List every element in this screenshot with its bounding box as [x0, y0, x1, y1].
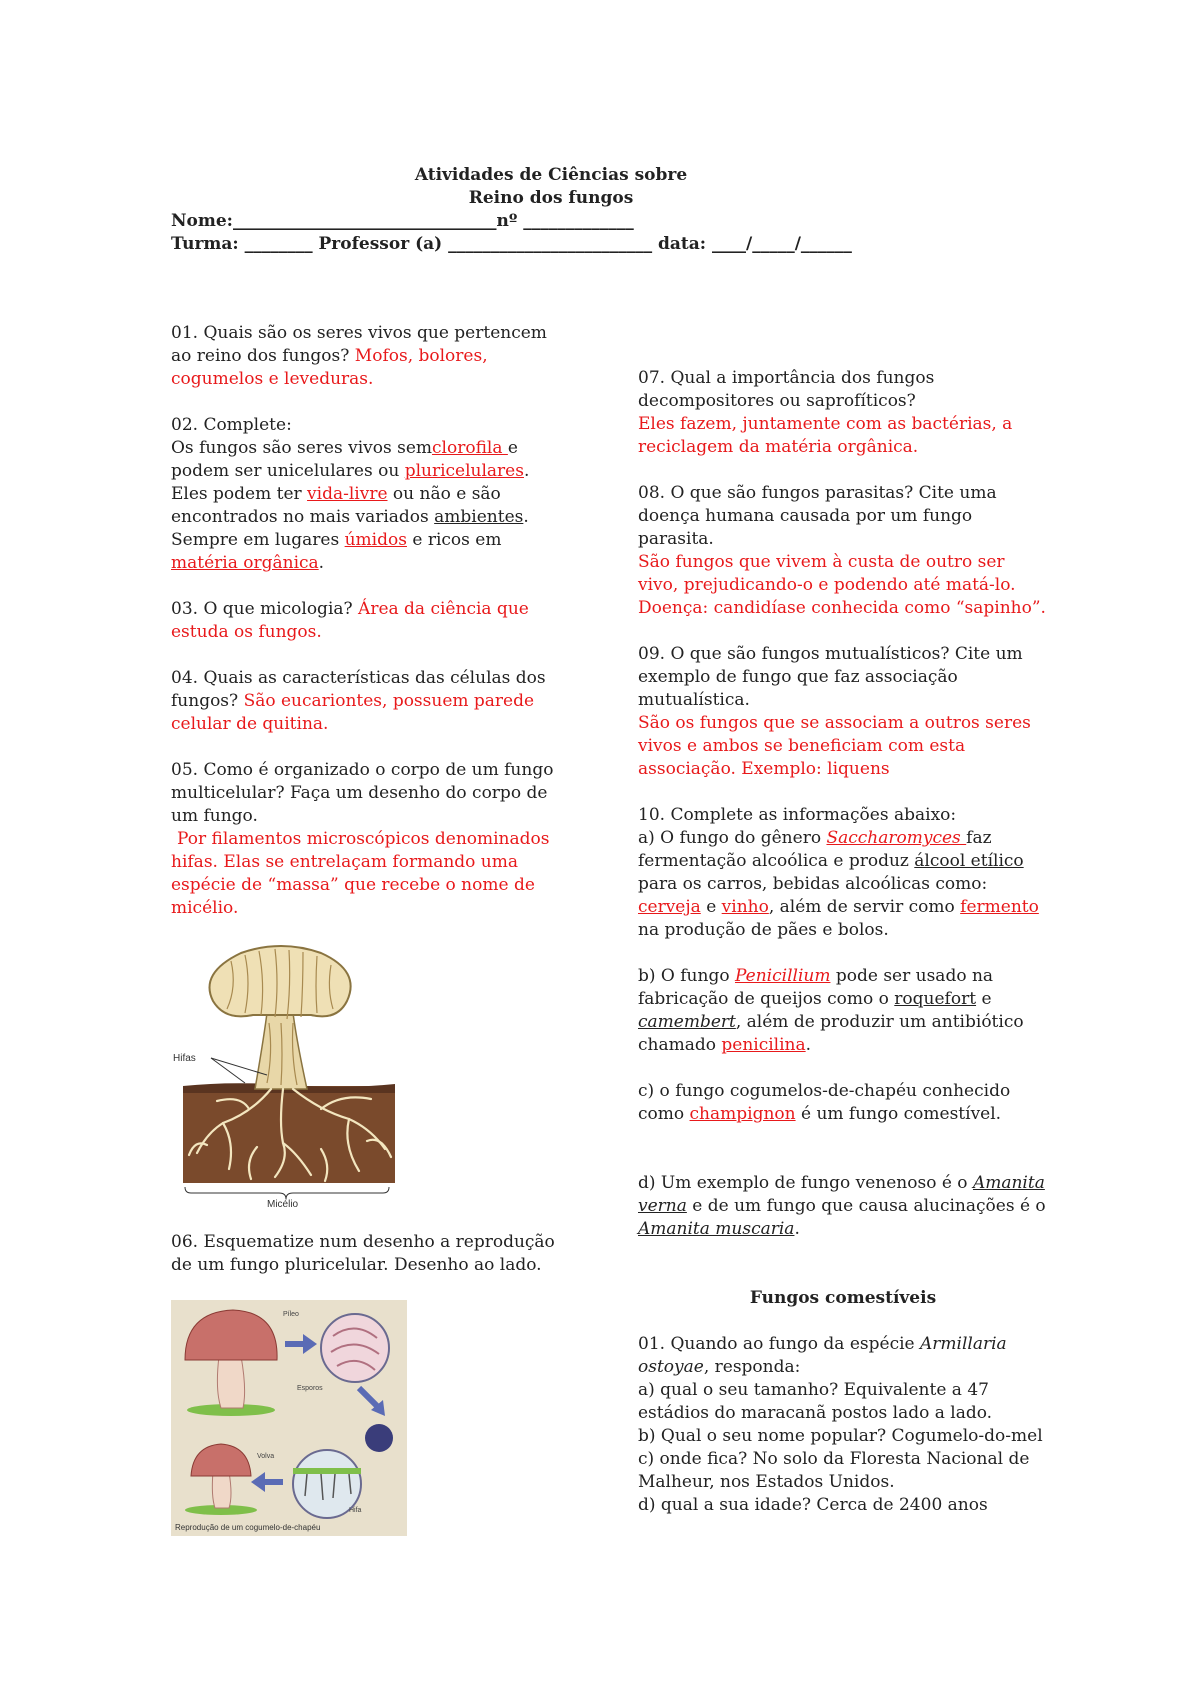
blank-answer: matéria orgânica: [171, 553, 319, 573]
question-02: [171, 414, 571, 575]
blank-answer: Amanita muscaria: [638, 1219, 795, 1239]
blank-answer: penicilina: [721, 1035, 806, 1055]
answer-text: Por filamentos microscópicos denominados hifas. Elas se entrelaçam formando uma espécie de “massa” que recebe o nome de micélio.: [171, 829, 550, 918]
blank-answer: álcool etílico: [914, 851, 1024, 871]
question-06: [171, 1231, 571, 1277]
question-04: [171, 667, 571, 736]
answer-text: São os fungos que se associam a outros seres vivos e ambos se beneficiam com esta associação. Exemplo: liquens: [638, 713, 1031, 779]
question-text: 05. Como é organizado o corpo de um fungo multicelular? Faça um desenho do corpo de um fungo.: [171, 760, 554, 826]
label-esporos: Esporos: [297, 1385, 323, 1392]
spore: [365, 1424, 393, 1452]
question-text: b) O fungo: [638, 966, 730, 986]
left-column: [171, 322, 571, 1559]
answer-text: Eles fazem, juntamente com as bactérias, a reciclagem da matéria orgânica.: [638, 414, 1013, 457]
soil-line: [293, 1468, 361, 1474]
edible-item-d: d) qual a sua idade? Cerca de 2400 anos: [638, 1495, 988, 1515]
question-text: é um fungo comestível.: [801, 1104, 1002, 1124]
item-10a: [638, 827, 1048, 942]
question-text: 02. Complete:: [171, 415, 292, 435]
edible-item-c: c) onde fica? No solo da Floresta Nacional de Malheur, nos Estados Unidos.: [638, 1449, 1030, 1492]
blank-answer: Amanita verna: [638, 1173, 1045, 1216]
question-text: 06. Esquematize num desenho a reprodução de um fungo pluricelular. Desenho ao lado.: [171, 1232, 555, 1275]
answer-text: Área da ciência que estuda os fungos.: [171, 599, 529, 642]
question-text: e: [706, 897, 717, 917]
item-10d: [638, 1172, 1048, 1241]
question-text: .: [805, 1035, 812, 1055]
blank-answer: vida-livre: [307, 484, 388, 504]
question-text: Os fungos são seres vivos sem: [171, 438, 433, 458]
blank-answer: champignon: [689, 1104, 796, 1124]
soil: [183, 1086, 395, 1183]
question-text: 09. O que são fungos mutualísticos? Cite um exemplo de fungo que faz associação mutualística.: [638, 644, 1023, 710]
question-text: e: [981, 989, 992, 1009]
blank-answer: úmidos: [344, 530, 407, 550]
label-pileo: Píleo: [283, 1311, 299, 1318]
mushroom-stalk-large: [217, 1356, 244, 1408]
reproduction-cycle-illustration: [171, 1300, 407, 1536]
question-text: c) o fungo cogumelos-de-chapéu conhecido como: [638, 1081, 1011, 1124]
question-text: .: [794, 1219, 800, 1239]
species-name: Armillaria ostoyae: [638, 1334, 1007, 1377]
label-hifa: Hifa: [349, 1507, 362, 1514]
label-micelio: Micélio: [267, 1199, 299, 1208]
question-text: . Sempre em lugares: [171, 507, 529, 550]
question-text: para os carros, bebidas alcoólicas como:: [638, 874, 988, 894]
document-header: [171, 164, 931, 256]
blank-answer: vinho: [721, 897, 769, 917]
question-text: 03. O que micologia?: [171, 599, 353, 619]
edible-question-01: [638, 1333, 1048, 1517]
question-text: a) O fungo do gênero: [638, 828, 822, 848]
question-01: [171, 322, 571, 391]
blank-answer: cerveja: [638, 897, 701, 917]
blank-answer: Penicillium: [734, 966, 831, 986]
item-10c: [638, 1080, 1048, 1126]
label-volva: Volva: [257, 1453, 275, 1460]
question-text: na produção de pães e bolos.: [638, 920, 889, 940]
figure-caption: Reprodução de um cogumelo-de-chapéu: [175, 1523, 321, 1532]
right-column: [638, 367, 1048, 1517]
answer-text: Mofos, bolores, cogumelos e leveduras.: [171, 346, 488, 389]
name-line: Nome:_______________________________nº _____________: [171, 211, 634, 231]
question-text: 10. Complete as informações abaixo:: [638, 805, 957, 825]
answer-text: São fungos que vivem à custa de outro ser vivo, prejudicando-o e podendo até matá-lo. Doença: candidíase conhecida como “sapinho”.: [638, 552, 1046, 618]
page-title: Atividades de Ciências sobre: [414, 165, 688, 185]
question-text: 07. Qual a importância dos fungos decompositores ou saprofíticos?: [638, 368, 935, 411]
question-08: [638, 482, 1048, 620]
question-text: ou não e são encontrados no mais variados: [171, 484, 501, 527]
page-subtitle: Reino dos fungos: [468, 188, 634, 208]
mycelium-illustration: [171, 943, 401, 1208]
mushroom-stalk-small: [212, 1472, 231, 1508]
question-text: 04. Quais as características das células dos fungos?: [171, 668, 546, 711]
label-hifas: Hifas: [173, 1053, 196, 1064]
question-09: [638, 643, 1048, 781]
class-line: Turma: ________ Professor (a) ________________________ data: ____/_____/______: [171, 234, 852, 254]
blank-answer: Saccharomyces: [826, 828, 967, 848]
question-text: e de um fungo que causa alucinações é o: [692, 1196, 1046, 1216]
question-text: d) Um exemplo de fungo venenoso é o: [638, 1173, 968, 1193]
question-text: , além de servir como: [768, 897, 955, 917]
blank-answer: camembert: [638, 1012, 736, 1032]
question-text: 01. Quando ao fungo da espécie: [638, 1334, 915, 1354]
blank-answer: ambientes: [434, 507, 524, 527]
blank-answer: clorofila: [432, 438, 508, 458]
question-text: 08. O que são fungos parasitas? Cite uma doença humana causada por um fungo parasita.: [638, 483, 997, 549]
question-text: . Eles podem ter: [171, 461, 530, 504]
question-10: [638, 804, 1048, 942]
question-text: faz fermentação alcoólica e produz: [638, 828, 992, 871]
gills-detail: [321, 1314, 389, 1382]
question-text: , além de produzir um antibiótico chamado: [638, 1012, 1024, 1055]
section-title: Fungos comestíveis: [749, 1288, 937, 1308]
question-07: [638, 367, 1048, 459]
question-text: 01. Quais são os seres vivos que pertencem ao reino dos fungos?: [171, 323, 547, 366]
item-10b: [638, 965, 1048, 1057]
edible-item-a: a) qual o seu tamanho? Equivalente a 47 estádios do maracanã postos lado a lado.: [638, 1380, 993, 1423]
question-03: [171, 598, 571, 644]
question-text: , responda:: [703, 1357, 801, 1377]
edible-item-b: b) Qual o seu nome popular? Cogumelo-do-mel: [638, 1426, 1043, 1446]
question-text: e podem ser unicelulares ou: [171, 438, 518, 481]
blank-answer: pluricelulares: [404, 461, 524, 481]
answer-text: São eucariontes, possuem parede celular de quitina.: [171, 691, 535, 734]
question-text: pode ser usado na fabricação de queijos como o: [638, 966, 994, 1009]
question-05: [171, 759, 571, 920]
mycelium-brace: [185, 1187, 389, 1199]
blank-answer: fermento: [960, 897, 1039, 917]
blank-answer: roquefort: [894, 989, 977, 1009]
question-text: .: [318, 553, 325, 573]
question-text: e ricos em: [412, 530, 502, 550]
